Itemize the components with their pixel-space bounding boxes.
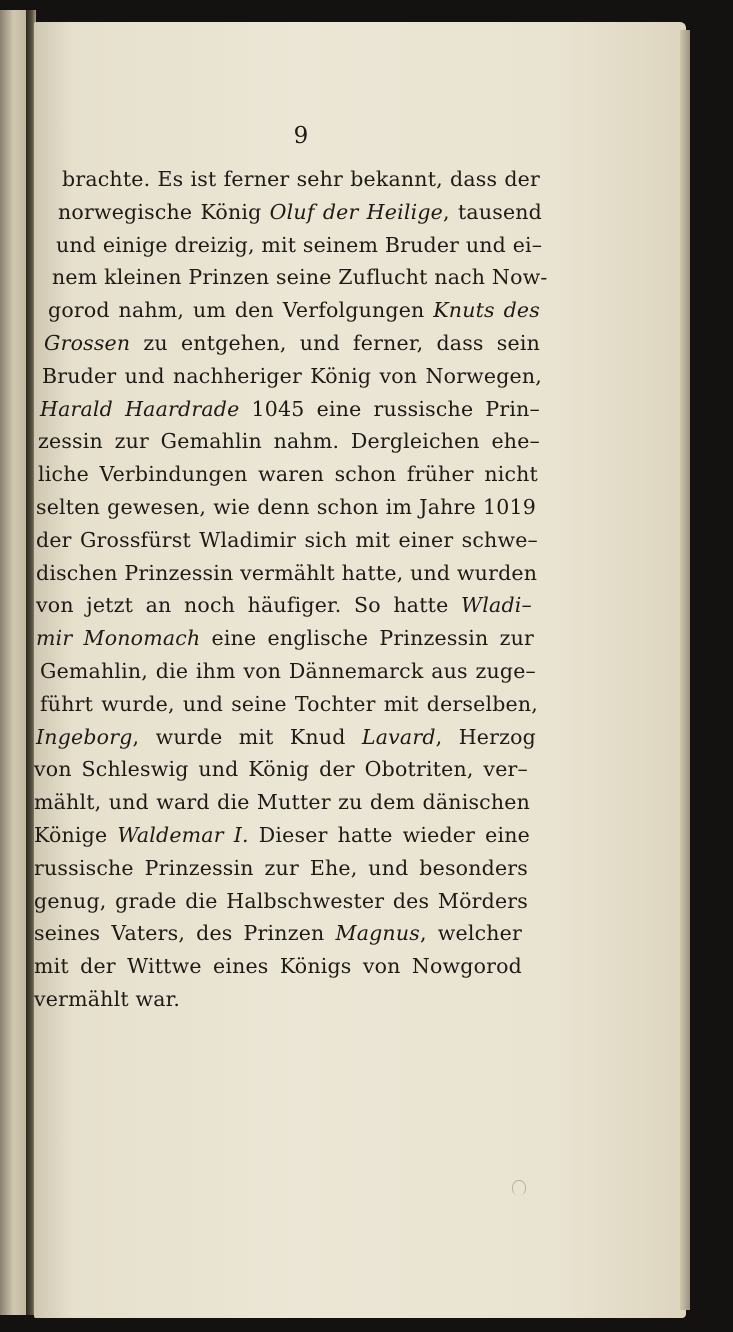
text-line	[34, 918, 522, 948]
text-line	[34, 886, 528, 916]
text-run: , tausend	[443, 199, 542, 224]
italic-text-run: Harald Haardrade	[40, 396, 240, 421]
text-line	[36, 492, 536, 522]
text-line	[40, 656, 536, 686]
text-run: selten gewesen, wie denn schon im Jahre 1019	[36, 495, 536, 519]
italic-text-run: Ingeborg	[36, 724, 133, 749]
text-run: Gemahlin, die ihm von Dännemarck aus zuge–	[40, 659, 536, 683]
text-run: , welcher	[419, 921, 522, 946]
text-line	[44, 328, 540, 358]
text-run: von Schleswig und König der Obotriten, ver–	[34, 757, 528, 782]
text-line	[58, 197, 542, 227]
text-line	[34, 754, 528, 784]
text-line	[40, 689, 538, 719]
text-line	[36, 623, 534, 653]
italic-text-run: Knuts des	[433, 298, 540, 323]
text-line	[56, 230, 543, 260]
text-run: zessin zur Gemahlin nahm. Dergleichen ehe–	[38, 429, 540, 454]
italic-text-run: mir Monomach	[36, 626, 201, 651]
text-run: russische Prinzessin zur Ehe, und besonders	[34, 855, 528, 880]
ink-smudge	[512, 1180, 526, 1195]
text-line	[36, 558, 538, 588]
italic-text-run: Waldemar I.	[117, 823, 249, 847]
text-line	[42, 361, 542, 391]
text-run: mählt, und ward die Mutter zu dem dänischen	[34, 790, 530, 815]
text-run: eine englische Prinzessin zur	[200, 626, 534, 651]
text-line	[38, 426, 540, 456]
text-line	[36, 590, 532, 620]
text-line	[48, 295, 540, 325]
text-run: dischen Prinzessin vermählt hatte, und wurden	[36, 560, 538, 585]
text-run: vermählt war.	[34, 987, 181, 1011]
italic-text-run: Magnus	[335, 921, 420, 946]
text-line	[36, 525, 538, 555]
page-fore-edge	[680, 30, 690, 1310]
text-line	[38, 459, 538, 489]
text-run: von jetzt an noch häufiger. So hatte	[36, 593, 462, 618]
text-run: genug, grade die Halbschwester des Mörders	[34, 888, 528, 913]
text-line	[34, 951, 522, 981]
text-line	[34, 820, 530, 850]
page-number: 9	[293, 123, 309, 149]
text-run: nem kleinen Prinzen seine Zuflucht nach Now-	[52, 265, 548, 290]
italic-text-run: Lavard	[361, 724, 436, 749]
text-line	[34, 787, 530, 817]
text-line	[52, 262, 548, 292]
text-run: brachte. Es ist ferner sehr bekannt, dass der	[62, 167, 540, 191]
text-run: seines Vaters, des Prinzen	[34, 921, 336, 946]
text-run: zu entgehen, und ferner, dass sein	[130, 331, 540, 355]
text-run: der Grossfürst Wladimir sich mit einer schwe–	[36, 527, 538, 552]
italic-text-run: Grossen	[44, 331, 131, 355]
text-run: Könige	[34, 823, 118, 847]
italic-text-run: Oluf der Heilige	[269, 199, 444, 224]
text-run: und einige dreizig, mit seinem Bruder und ei–	[56, 232, 543, 257]
text-run: 1045 eine russische Prin–	[239, 396, 540, 421]
text-run: Bruder und nachheriger König von Norwegen,	[42, 363, 542, 388]
text-line	[40, 394, 540, 424]
text-run: norwegische König	[58, 199, 270, 224]
text-run: führt wurde, und seine Tochter mit derselben,	[40, 691, 538, 716]
text-run: , Herzog	[435, 724, 536, 749]
text-run: mit der Wittwe eines Königs von Nowgorod	[34, 954, 522, 979]
text-line	[34, 984, 181, 1014]
italic-text-run: Wladi–	[461, 593, 532, 618]
text-line	[36, 722, 536, 752]
text-run: liche Verbindungen waren schon früher nicht	[38, 462, 538, 487]
text-line	[34, 853, 528, 883]
text-run: gorod nahm, um den Verfolgungen	[48, 298, 434, 323]
text-line	[62, 164, 540, 194]
text-run: , wurde mit Knud	[132, 724, 362, 749]
text-run: Dieser hatte wieder eine	[248, 823, 530, 847]
